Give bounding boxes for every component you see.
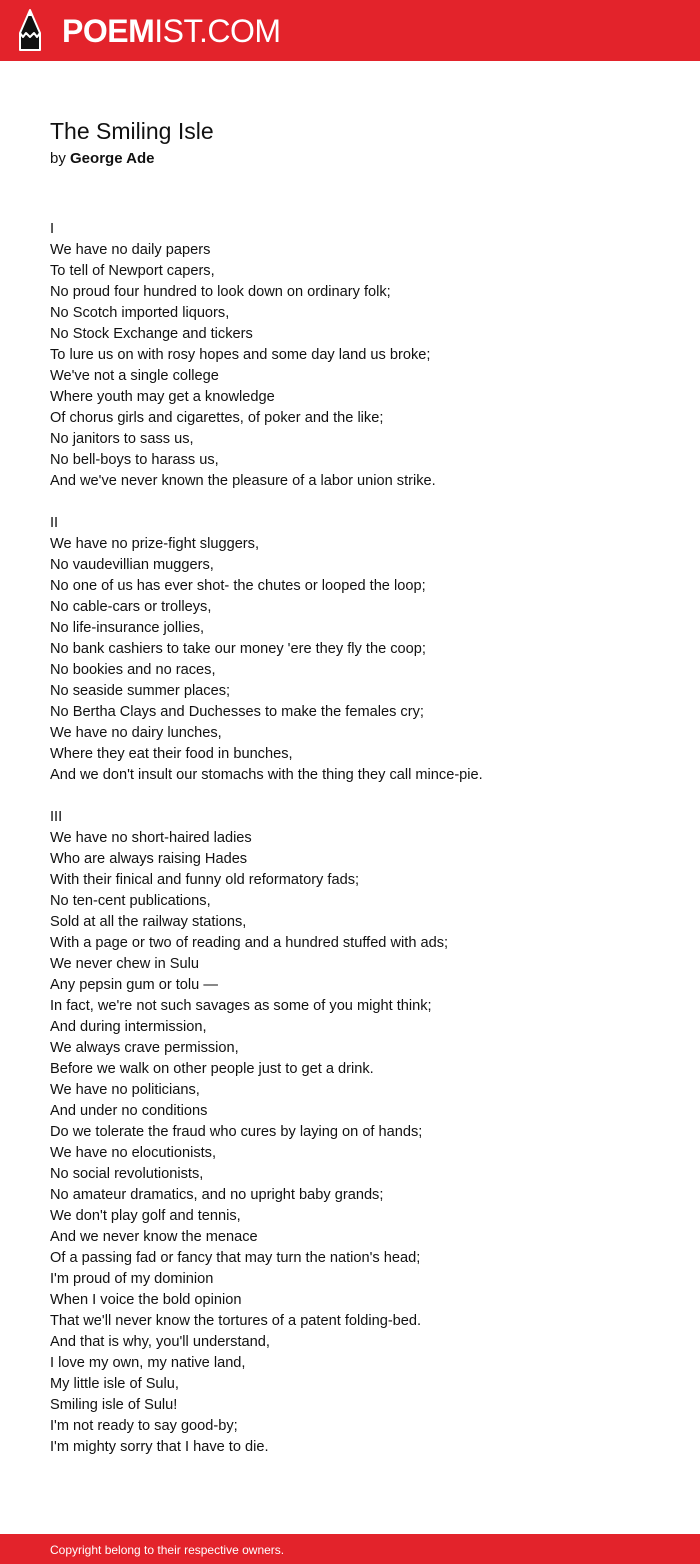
poem-line: Smiling isle of Sulu! [50,1397,178,1413]
poem-line: No life-insurance jollies, [50,620,205,636]
poem-content [50,116,670,1479]
poem-line: And we've never known the pleasure of a labor union strike. [50,473,436,489]
poem-line: We always crave permission, [50,1040,239,1056]
poem-line: And that is why, you'll understand, [50,1334,270,1350]
poem-line: No janitors to sass us, [50,431,194,447]
poem-line: With their finical and funny old reformatory fads; [50,872,360,888]
poem-line: We have no dairy lunches, [50,725,222,741]
poem-line: No bell-boys to harass us, [50,452,219,468]
poem-line: To tell of Newport capers, [50,263,215,279]
poem-line: No cable-cars or trolleys, [50,599,212,615]
poem-line: No seaside summer places; [50,683,231,699]
poem-line: When I voice the bold opinion [50,1292,242,1308]
poem-line: We've not a single college [50,368,219,384]
pencil-tip-icon[interactable] [17,9,43,51]
poem-line: And we don't insult our stomachs with the thing they call mince-pie. [50,767,483,783]
poem-line: We have no prize-fight sluggers, [50,536,260,552]
poem-line: My little isle of Sulu, [50,1376,179,1392]
poem-line: Where they eat their food in bunches, [50,746,293,762]
poem-line: No amateur dramatics, and no upright baby grands; [50,1187,384,1203]
poem-line: We have no daily papers [50,242,211,258]
poem-line: We have no politicians, [50,1082,200,1098]
poem-line: Of chorus girls and cigarettes, of poker and the like; [50,410,384,426]
poem-line: No social revolutionists, [50,1166,204,1182]
poem-line: With a page or two of reading and a hundred stuffed with ads; [50,935,449,951]
poem-stanza [50,513,670,786]
poem-line: And we never know the menace [50,1229,258,1245]
poem-line: I'm proud of my dominion [50,1271,214,1287]
stanza-number: III [50,809,63,825]
poem-body [50,219,670,1458]
poem-stanza [50,219,670,492]
logo-bold-text: POEM [62,13,155,49]
poem-line: We have no short-haired ladies [50,830,252,846]
poem-author: George Ade [70,150,155,167]
poem-line: No one of us has ever shot- the chutes or looped the loop; [50,578,426,594]
site-footer [0,1534,700,1564]
poem-line: No Stock Exchange and tickers [50,326,253,342]
poem-line: No ten-cent publications, [50,893,211,909]
poem-line: No bookies and no races, [50,662,216,678]
poem-line: Any pepsin gum or tolu — [50,977,218,993]
poem-line: No Bertha Clays and Duchesses to make the females cry; [50,704,424,720]
poem-line: No bank cashiers to take our money 'ere they fly the coop; [50,641,426,657]
site-logo[interactable] [62,12,281,50]
stanza-number: I [50,221,55,237]
poem-line: I'm mighty sorry that I have to die. [50,1439,269,1455]
poem-line: We never chew in Sulu [50,956,199,972]
poem-line: In fact, we're not such savages as some of you might think; [50,998,432,1014]
poem-line: We don't play golf and tennis, [50,1208,241,1224]
stanza-number: II [50,515,59,531]
poem-line: I love my own, my native land, [50,1355,246,1371]
poem-line: To lure us on with rosy hopes and some day land us broke; [50,347,431,363]
poem-line: And during intermission, [50,1019,207,1035]
poem-line: We have no elocutionists, [50,1145,217,1161]
poem-line: And under no conditions [50,1103,208,1119]
poem-line: No vaudevillian muggers, [50,557,214,573]
copyright-text: Copyright belong to their respective owners. [50,1543,285,1557]
poem-line: Do we tolerate the fraud who cures by laying on of hands; [50,1124,423,1140]
logo-light-text: IST.COM [154,13,281,49]
site-header [0,0,700,61]
poem-line: Sold at all the railway stations, [50,914,247,930]
poem-line: That we'll never know the tortures of a patent folding-bed. [50,1313,422,1329]
poem-line: No Scotch imported liquors, [50,305,230,321]
poem-line: Of a passing fad or fancy that may turn the nation's head; [50,1250,421,1266]
poem-line: I'm not ready to say good-by; [50,1418,238,1434]
poem-line: Before we walk on other people just to get a drink. [50,1061,374,1077]
poem-line: Where youth may get a knowledge [50,389,275,405]
poem-line: No proud four hundred to look down on ordinary folk; [50,284,391,300]
poem-line: Who are always raising Hades [50,851,248,867]
poem-stanza [50,807,670,1458]
poem-byline [50,148,670,170]
poem-title: The Smiling Isle [50,118,214,144]
by-label: by [50,150,66,167]
